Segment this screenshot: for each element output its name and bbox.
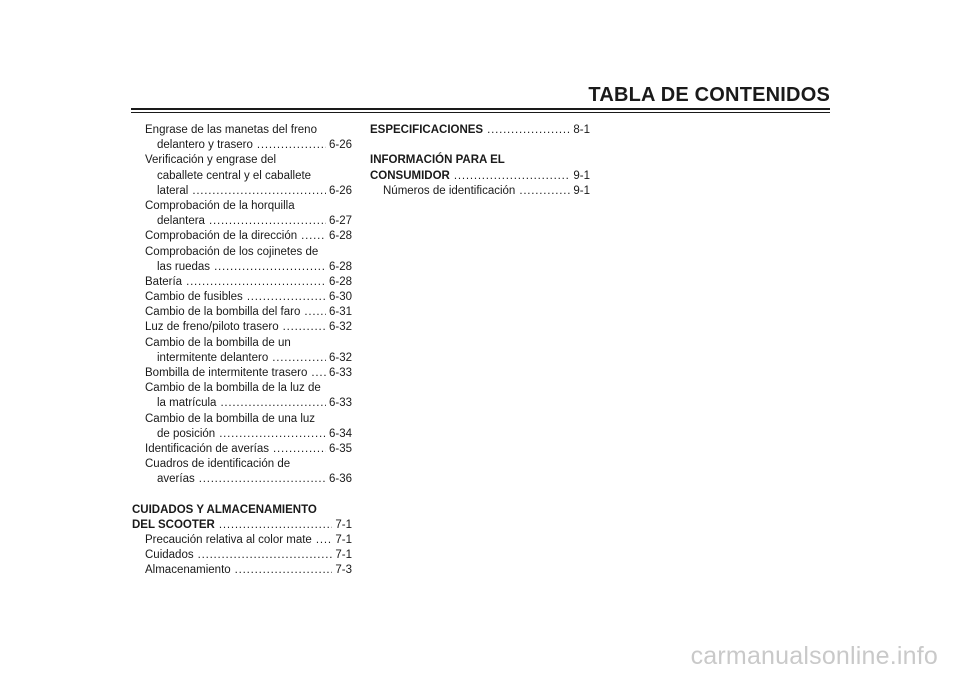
toc-entry-label: Números de identificación <box>383 184 516 197</box>
toc-leader-dots <box>519 184 570 199</box>
toc-page-number: 6-36 <box>328 473 352 486</box>
toc-page-number: 6-32 <box>328 321 352 334</box>
toc-chapter-specifications[interactable] <box>370 123 590 138</box>
toc-entry[interactable] <box>132 563 352 578</box>
toc-entry-label: Cambio de la bombilla de la luz de <box>145 382 321 395</box>
toc-entry-line[interactable] <box>132 457 352 472</box>
toc-entry-label: Comprobación de la horquilla <box>145 199 295 212</box>
toc-entry-label: Verificación y engrase del <box>145 154 277 167</box>
toc-chapter-consumer-info-line1[interactable] <box>370 153 590 168</box>
toc-leader-dots <box>235 563 333 578</box>
toc-entry-line[interactable] <box>132 199 352 214</box>
toc-leader-dots <box>304 305 326 320</box>
toc-entry-label: Luz de freno/piloto trasero <box>145 321 279 334</box>
toc-page-number: 7-3 <box>335 564 352 577</box>
toc-chapter-title: CUIDADOS Y ALMACENAMIENTO <box>132 503 317 516</box>
toc-entry[interactable] <box>132 472 352 487</box>
toc-page-number: 6-33 <box>328 367 352 379</box>
toc-chapter-title: INFORMACIÓN PARA EL <box>370 154 505 167</box>
toc-entry[interactable] <box>132 548 352 563</box>
toc-leader-dots <box>272 351 326 366</box>
toc-leader-dots <box>219 518 333 533</box>
toc-page-number: 7-1 <box>335 534 352 547</box>
toc-leader-dots <box>198 548 333 563</box>
toc-right-column <box>370 123 590 199</box>
toc-entry-label: delantera <box>157 215 205 228</box>
toc-entry-label: Comprobación de los cojinetes de <box>145 245 319 258</box>
toc-entry-label: Engrase de las manetas del freno <box>145 124 317 136</box>
toc-chapter-title: ESPECIFICACIONES <box>370 124 484 136</box>
toc-leader-dots <box>301 229 326 244</box>
toc-chapter-title: DEL SCOOTER <box>132 518 215 531</box>
toc-entry[interactable] <box>132 260 352 275</box>
toc-leader-dots <box>247 290 326 305</box>
toc-entry-label: Cambio de fusibles <box>145 291 243 304</box>
toc-leader-dots <box>311 366 326 381</box>
toc-page-number: 6-32 <box>328 351 352 364</box>
toc-leader-dots <box>209 214 326 229</box>
title-rule-thin <box>131 112 830 113</box>
toc-entry-line[interactable] <box>132 245 352 260</box>
toc-entry-line[interactable] <box>132 153 352 168</box>
toc-leader-dots <box>487 123 570 138</box>
toc-entry-label: intermitente delantero <box>157 351 269 364</box>
toc-entry[interactable] <box>132 275 352 290</box>
toc-chapter-care-storage[interactable] <box>132 518 352 533</box>
toc-entry[interactable] <box>132 184 352 199</box>
toc-leader-dots <box>257 138 326 153</box>
toc-page-number: 6-28 <box>328 230 352 243</box>
toc-page-number: 6-28 <box>328 275 352 288</box>
toc-entry-label: Comprobación de la dirección <box>145 230 298 243</box>
toc-entry[interactable] <box>132 214 352 229</box>
toc-leader-dots <box>219 427 326 442</box>
toc-entry-label: Cambio de la bombilla del faro <box>145 306 301 319</box>
toc-entry[interactable] <box>132 366 352 381</box>
toc-entry-label: Batería <box>145 275 183 288</box>
toc-leader-dots <box>192 184 326 199</box>
toc-entry-label: la matrícula <box>157 397 217 410</box>
toc-entry-label: de posición <box>157 427 216 440</box>
toc-entry-label: averías <box>157 473 195 486</box>
toc-entry-label: Cambio de la bombilla de una luz <box>145 412 316 425</box>
toc-leader-dots <box>199 472 326 487</box>
toc-page-number: 6-33 <box>328 397 352 410</box>
toc-leader-dots <box>186 275 326 290</box>
toc-entry-label: Almacenamiento <box>145 564 231 577</box>
toc-page-number: 8-1 <box>573 124 590 136</box>
toc-entry[interactable] <box>132 229 352 244</box>
toc-chapter-care-storage-line1[interactable] <box>132 503 352 518</box>
toc-leader-dots <box>220 396 326 411</box>
toc-entry-line[interactable] <box>132 123 352 138</box>
toc-leader-dots <box>454 169 571 184</box>
toc-page-number: 9-1 <box>573 184 590 197</box>
toc-entry-label: Bombilla de intermitente trasero <box>145 367 308 379</box>
toc-page-number: 6-35 <box>328 442 352 455</box>
toc-page-number: 9-1 <box>573 169 590 182</box>
toc-leader-dots <box>214 260 326 275</box>
toc-entry[interactable] <box>132 290 352 305</box>
toc-entry-line[interactable] <box>132 169 352 184</box>
page-title: TABLA DE CONTENIDOS <box>588 84 830 106</box>
toc-entry[interactable] <box>132 396 352 411</box>
toc-page-number: 6-28 <box>328 260 352 273</box>
toc-entry[interactable] <box>132 427 352 442</box>
toc-entry[interactable] <box>132 138 352 153</box>
toc-page-number: 6-34 <box>328 427 352 440</box>
toc-entry-label: Precaución relativa al color mate <box>145 534 312 547</box>
toc-chapter-title: CONSUMIDOR <box>370 169 450 182</box>
toc-entry-label: Cuidados <box>145 549 194 562</box>
toc-page-number: 7-1 <box>335 549 352 562</box>
toc-page-number: 6-26 <box>328 139 352 152</box>
toc-leader-dots <box>283 320 326 335</box>
toc-page-number: 6-30 <box>328 291 352 304</box>
toc-page-number: 6-27 <box>328 215 352 228</box>
toc-entry-line[interactable] <box>132 336 352 351</box>
toc-entry-label: caballete central y el caballete <box>157 169 312 182</box>
watermark: carmanualsonline.info <box>690 642 938 670</box>
toc-page-number: 6-26 <box>328 184 352 197</box>
toc-entry[interactable] <box>132 533 352 548</box>
toc-entry-label: delantero y trasero <box>157 139 253 152</box>
toc-leader-dots <box>273 442 326 457</box>
toc-entry-line[interactable] <box>132 381 352 396</box>
toc-page-number: 6-31 <box>328 306 352 319</box>
toc-entry-label: las ruedas <box>157 260 211 273</box>
toc-entry-label: Cuadros de identificación de <box>145 458 291 471</box>
toc-chapter-consumer-info[interactable] <box>370 169 590 184</box>
toc-entry[interactable] <box>132 351 352 366</box>
toc-entry-label: lateral <box>157 184 189 197</box>
toc-left-column <box>132 123 352 579</box>
toc-entry-line[interactable] <box>132 412 352 427</box>
toc-entry-label: Cambio de la bombilla de un <box>145 336 291 349</box>
title-rule-thick <box>131 108 830 110</box>
toc-page-number: 7-1 <box>335 518 352 531</box>
toc-entry[interactable] <box>132 442 352 457</box>
toc-entry-label: Identificación de averías <box>145 442 270 455</box>
toc-entry[interactable] <box>132 305 352 320</box>
toc-leader-dots <box>316 533 333 548</box>
toc-entry[interactable] <box>132 320 352 335</box>
toc-entry-identification-numbers[interactable] <box>370 184 590 199</box>
